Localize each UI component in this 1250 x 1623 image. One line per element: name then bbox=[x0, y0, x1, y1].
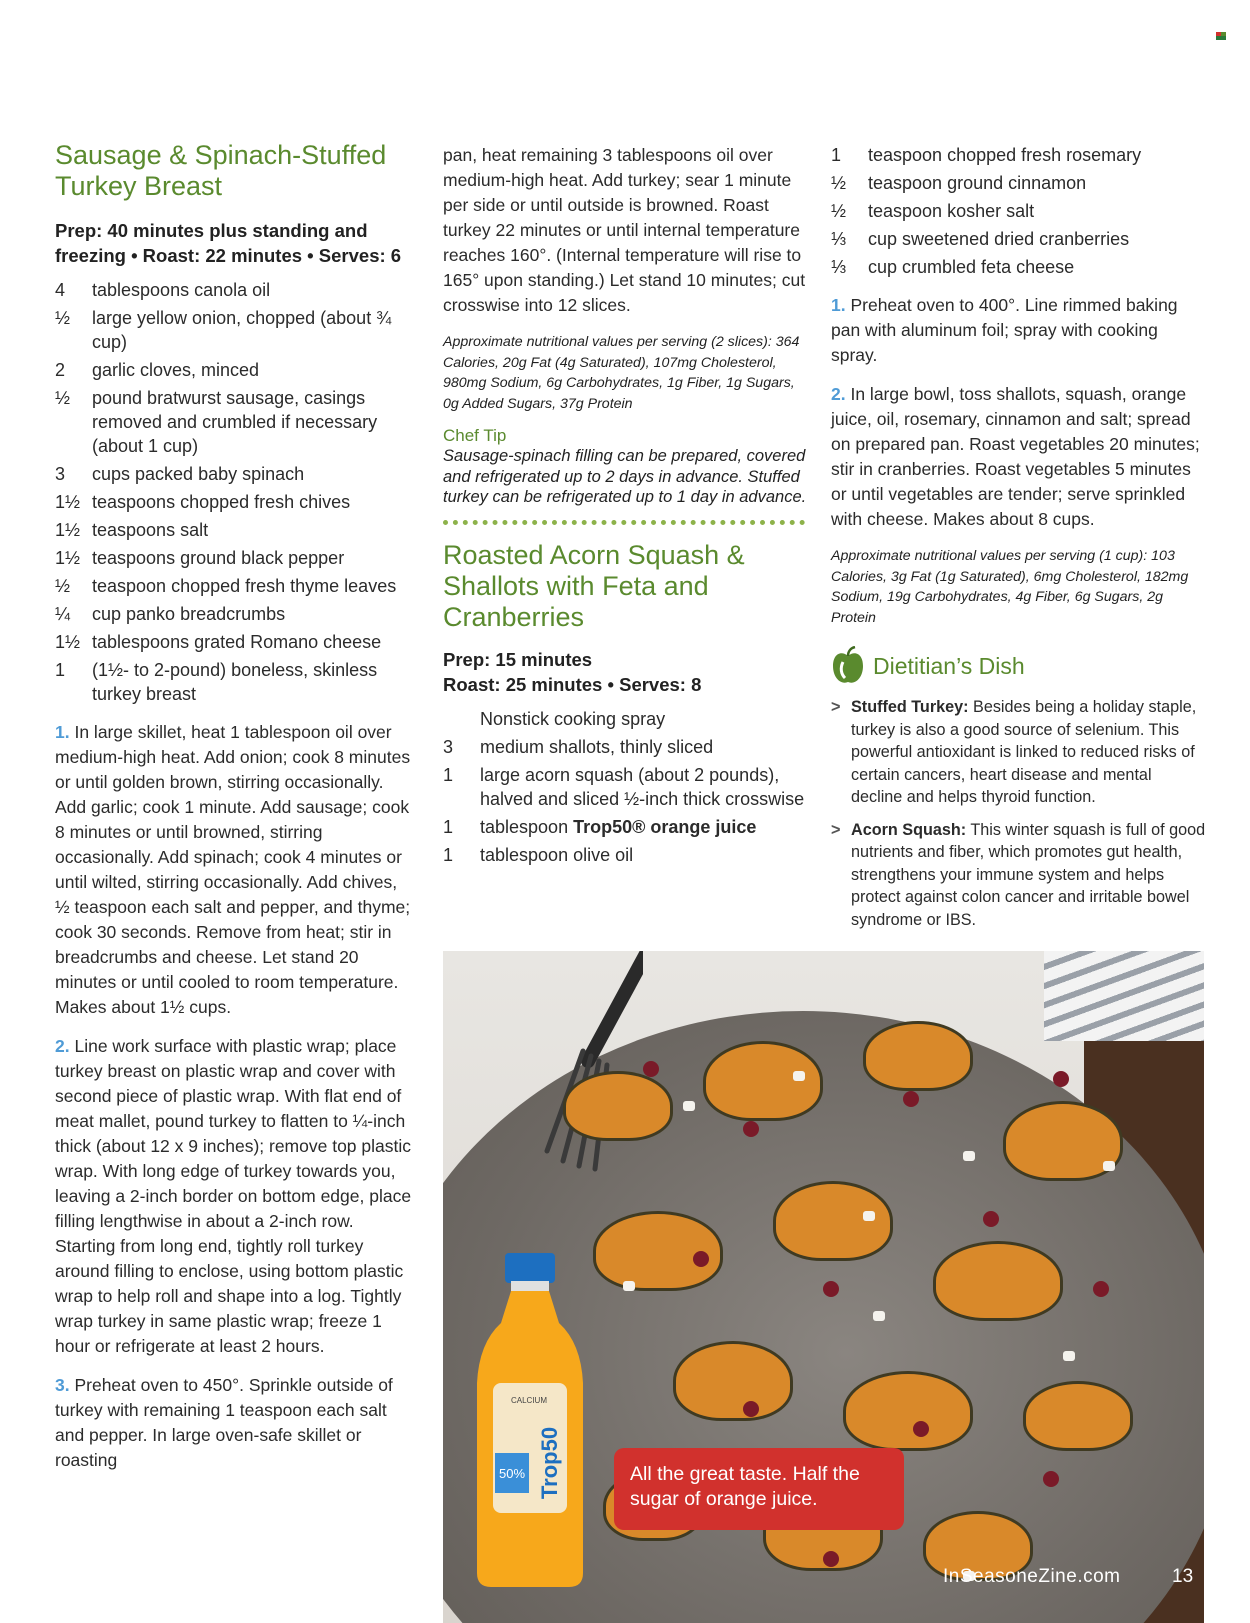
ingredient-row bbox=[831, 171, 1206, 195]
bottle-brand: Trop50 bbox=[537, 1426, 562, 1500]
instruction-step bbox=[55, 1034, 415, 1359]
ingredient-description: teaspoon chopped fresh thyme leaves bbox=[92, 576, 397, 596]
ingredient-row bbox=[55, 518, 415, 542]
ingredient-text bbox=[92, 462, 415, 486]
cranberry bbox=[1053, 1071, 1069, 1087]
ingredient-row bbox=[831, 227, 1206, 251]
step-number: 3. bbox=[55, 1375, 70, 1395]
ingredient-row bbox=[831, 255, 1206, 279]
ingredient-text bbox=[480, 815, 809, 839]
ingredient-text bbox=[92, 386, 415, 458]
feta-crumble bbox=[793, 1071, 805, 1081]
dietitian-list bbox=[831, 696, 1206, 931]
ingredient-text bbox=[92, 658, 415, 706]
squash-piece bbox=[773, 1181, 893, 1261]
ingredient-text bbox=[480, 763, 809, 811]
ingredient-text bbox=[480, 707, 809, 731]
middle-column bbox=[443, 143, 809, 871]
ingredient-text bbox=[92, 518, 415, 542]
step-number: 1. bbox=[55, 722, 70, 742]
cranberry bbox=[903, 1091, 919, 1107]
ingredient-text bbox=[868, 255, 1206, 279]
ingredient-description: medium shallots, thinly sliced bbox=[480, 736, 714, 757]
arrow-bullet-icon: > bbox=[831, 698, 841, 716]
ingredient-text bbox=[92, 306, 415, 354]
dietitian-title: Dietitian’s Dish bbox=[873, 652, 1025, 679]
cranberry bbox=[643, 1061, 659, 1077]
ingredient-description: teaspoon kosher salt bbox=[868, 201, 1035, 221]
recipe1-ingredients bbox=[55, 278, 415, 706]
instruction-step bbox=[55, 720, 415, 1020]
ingredient-quantity: 3 bbox=[55, 464, 66, 484]
ingredient-quantity: 4 bbox=[55, 280, 66, 300]
ingredient-text bbox=[92, 358, 415, 382]
ingredient-text bbox=[868, 227, 1206, 251]
step-text: In large skillet, heat 1 tablespoon oil over medium-high heat. Add onion; cook 8 minutes or until golden brown, stirring occasionally. Add garlic; cook 1 minute. Add sausage; cook 8 minutes or until browned, stirring occasionally. Add spinach; cook 4 minutes or until wilted, stirring occasionally. Add chives, ½ teaspoon each salt and pepper, and thyme; cook 30 seconds. Remove from heat; stir in breadcrumbs and cheese. Let stand 20 minutes or until cooled to room temperature. Makes about 1½ cups. bbox=[55, 722, 411, 1017]
chef-tip-body: Sausage-spinach filling can be prepared, covered and refrigerated up to 2 days in advance. Stuffed turkey can be refrigerated up to 1 day in advance. bbox=[443, 447, 807, 506]
ingredient-description: garlic cloves, minced bbox=[92, 360, 260, 380]
ingredient-description: tablespoons grated Romano cheese bbox=[92, 632, 382, 652]
instruction-step bbox=[831, 382, 1206, 532]
ingredient-row bbox=[55, 546, 415, 570]
ingredient-text bbox=[92, 630, 415, 654]
ingredient-quantity: ½ bbox=[831, 201, 847, 221]
ingredient-description: large acorn squash (about 2 pounds), halved and sliced ½-inch thick crosswise bbox=[480, 764, 805, 809]
step-text: In large bowl, toss shallots, squash, orange juice, oil, rosemary, cinnamon and salt; spread on prepared pan. Roast vegetables 20 minutes; stir in cranberries. Roast vegetables 5 minutes or until vegetables are tender; serve sprinkled with cheese. Makes about 8 cups. bbox=[831, 384, 1200, 529]
ingredient-quantity: ½ bbox=[831, 173, 847, 193]
ingredient-quantity: 1½ bbox=[55, 632, 81, 652]
ingredient-quantity: ¼ bbox=[55, 604, 71, 624]
ingredient-quantity: ½ bbox=[55, 388, 71, 408]
recipe2-nutrition: Approximate nutritional values per serving (1 cup): 103 Calories, 3g Fat (1g Saturated), 6mg Cholesterol, 182mg Sodium, 19g Carbohydrates, 4g Fiber, 6g Sugars, 2g Protein bbox=[831, 548, 1189, 626]
ingredient-quantity: ½ bbox=[55, 576, 71, 596]
recipe1-title: Sausage & Spinach-Stuffed Turkey Breast bbox=[55, 140, 387, 201]
feta-crumble bbox=[1063, 1351, 1075, 1361]
ingredient-quantity: ½ bbox=[55, 308, 71, 328]
step-text: Line work surface with plastic wrap; place turkey breast on plastic wrap and cover with second piece of plastic wrap. With flat end of meat mallet, pound turkey to flatten to ¼-inch thick (about 12 x 9 inches); remove top plastic wrap. With long edge of turkey towards you, leaving a 2-inch border on bottom edge, place filling lengthwise in about a 2-inch row. Starting from long end, tightly roll turkey around filling to enclose, using bottom plastic wrap to help roll and shape into a log. Tightly wrap turkey in same plastic wrap; freeze 1 hour or refrigerate at least 2 hours. bbox=[55, 1036, 412, 1356]
ingredient-row bbox=[55, 358, 415, 382]
ingredient-text bbox=[92, 278, 415, 302]
step-text: Preheat oven to 400°. Line rimmed baking pan with aluminum foil; spray with cooking spray. bbox=[831, 295, 1178, 365]
ingredient-description: (1½- to 2-pound) boneless, skinless turkey breast bbox=[92, 660, 378, 704]
cranberry bbox=[823, 1551, 839, 1567]
recipe2-steps bbox=[831, 293, 1206, 532]
dotted-divider bbox=[443, 520, 805, 526]
cranberry bbox=[743, 1121, 759, 1137]
feta-crumble bbox=[1103, 1161, 1115, 1171]
dietitian-item-text: Besides being a holiday staple, turkey is also a good source of selenium. This powerful antioxidant is linked to reduced risks of certain cancers, heart disease and mental decline and helps thyroid function. bbox=[851, 698, 1197, 806]
ingredient-quantity: 1 bbox=[831, 145, 842, 165]
ingredient-row bbox=[55, 386, 415, 458]
recipe1-nutrition: Approximate nutritional values per serving (2 slices): 364 Calories, 20g Fat (4g Saturated), 107mg Cholesterol, 980mg Sodium, 6g Carbohydrates, 1g Fiber, 1g Sugars, 0g Added Sugars, 37g Protein bbox=[443, 334, 800, 412]
step-number: 2. bbox=[831, 384, 846, 404]
ingredient-description: cup crumbled feta cheese bbox=[868, 257, 1075, 277]
squash-piece bbox=[1023, 1381, 1133, 1451]
dietitian-item-label: Stuffed Turkey: bbox=[851, 698, 969, 716]
ingredient-row bbox=[55, 462, 415, 486]
ingredient-description: cup panko breadcrumbs bbox=[92, 604, 286, 624]
step-number: 1. bbox=[831, 295, 846, 315]
page-number: 13 bbox=[1172, 1566, 1194, 1587]
ingredient-row bbox=[55, 658, 415, 706]
cranberry bbox=[823, 1281, 839, 1297]
cranberry bbox=[693, 1251, 709, 1267]
corner-logo-mark bbox=[1216, 32, 1226, 40]
ingredient-text bbox=[480, 735, 809, 759]
ingredient-text bbox=[868, 171, 1206, 195]
step-text: Preheat oven to 450°. Sprinkle outside of turkey with remaining 1 teaspoon each salt and pepper. In large oven-safe skillet or roasting bbox=[55, 1375, 393, 1470]
ingredient-quantity: 1½ bbox=[55, 520, 81, 540]
apple-icon bbox=[831, 646, 865, 686]
dietitian-item bbox=[831, 696, 1206, 809]
recipe2-ingredients bbox=[443, 707, 809, 867]
ingredient-quantity: ⅓ bbox=[831, 229, 847, 249]
dietitian-item-label: Acorn Squash: bbox=[851, 820, 967, 839]
ingredient-quantity: 1 bbox=[443, 764, 454, 785]
ingredient-quantity: 1 bbox=[55, 660, 66, 680]
recipe1-step3-continued: pan, heat remaining 3 tablespoons oil over medium-high heat. Add turkey; sear 1 minute per side or until outside is browned. Roast turkey 22 minutes or until internal temperature reaches 160°. (Internal temperature will rise to 165° upon standing.) Let stand 10 minutes; cut crosswise into 12 slices. bbox=[443, 145, 806, 315]
cranberry bbox=[983, 1211, 999, 1227]
ingredient-description: tablespoon olive oil bbox=[480, 844, 634, 865]
dietitian-header bbox=[831, 646, 1206, 686]
ingredient-description: teaspoons salt bbox=[92, 520, 209, 540]
ingredient-row bbox=[443, 763, 809, 811]
dietitian-item-text: This winter squash is full of good nutrients and fiber, which promotes gut health, strengthens your immune system and helps protect against colon cancer and irritable bowel syndrome or IBS. bbox=[851, 820, 1206, 929]
right-column bbox=[831, 143, 1206, 931]
instruction-step bbox=[831, 293, 1206, 368]
fork-icon bbox=[503, 951, 643, 1181]
footer-site-url[interactable]: InSeasoneZine.com bbox=[943, 1566, 1121, 1587]
ingredient-row bbox=[443, 735, 809, 759]
ingredient-description: teaspoons chopped fresh chives bbox=[92, 492, 351, 512]
ingredient-row bbox=[55, 630, 415, 654]
ingredient-text bbox=[92, 490, 415, 514]
bottle-percent: 50% bbox=[498, 1466, 526, 1481]
ingredient-text bbox=[92, 546, 415, 570]
ingredient-text bbox=[480, 843, 809, 867]
ingredient-text bbox=[868, 143, 1206, 167]
ingredient-description: teaspoons ground black pepper bbox=[92, 548, 345, 568]
ingredient-description: teaspoon ground cinnamon bbox=[868, 173, 1087, 193]
ingredient-quantity: ⅓ bbox=[831, 257, 847, 277]
ingredient-row bbox=[443, 707, 809, 731]
ingredient-text bbox=[92, 602, 415, 626]
ingredient-description: tablespoons canola oil bbox=[92, 280, 271, 300]
arrow-bullet-icon: > bbox=[831, 820, 841, 839]
ingredient-quantity: 2 bbox=[55, 360, 66, 380]
dietitian-item-body bbox=[851, 696, 1206, 809]
ingredient-quantity: 3 bbox=[443, 736, 454, 757]
cranberry bbox=[1043, 1471, 1059, 1487]
ingredient-text bbox=[92, 574, 415, 598]
ingredient-row bbox=[55, 574, 415, 598]
cranberry bbox=[1093, 1281, 1109, 1297]
squash-piece bbox=[563, 1071, 673, 1141]
dietitian-item bbox=[831, 819, 1206, 932]
recipe1-steps bbox=[55, 720, 415, 1473]
instruction-step bbox=[55, 1373, 415, 1473]
ingredient-description: teaspoon chopped fresh rosemary bbox=[868, 145, 1142, 165]
ingredient-row bbox=[443, 843, 809, 867]
ingredient-description: tablespoon bbox=[480, 816, 574, 837]
recipe1-prep: Prep: 40 minutes plus standing and freezing • Roast: 22 minutes • Serves: 6 bbox=[55, 220, 402, 266]
bottle-calcium-label: CALCIUM bbox=[510, 1396, 548, 1405]
squash-piece bbox=[843, 1371, 973, 1451]
feta-crumble bbox=[683, 1101, 695, 1111]
striped-cloth bbox=[1044, 951, 1204, 1041]
ingredient-description: cup sweetened dried cranberries bbox=[868, 229, 1130, 249]
ingredient-product-name: Trop50® orange juice bbox=[573, 816, 757, 837]
ingredient-row bbox=[831, 143, 1206, 167]
ingredient-description: cups packed baby spinach bbox=[92, 464, 305, 484]
squash-piece bbox=[673, 1341, 793, 1421]
dietitian-item-body bbox=[851, 819, 1206, 932]
recipe2-prep-line2: Roast: 25 minutes • Serves: 8 bbox=[443, 673, 702, 695]
ingredient-row bbox=[55, 490, 415, 514]
ingredient-quantity: 1½ bbox=[55, 548, 81, 568]
recipe2-ingredients-continued bbox=[831, 143, 1206, 279]
ingredient-description: Nonstick cooking spray bbox=[480, 708, 666, 729]
ingredient-description: large yellow onion, chopped (about ¾ cup) bbox=[92, 308, 392, 352]
ingredient-row bbox=[55, 278, 415, 302]
recipe2-title: Roasted Acorn Squash & Shallots with Feta and Cranberries bbox=[443, 539, 745, 632]
promo-banner: All the great taste. Half the sugar of orange juice. bbox=[614, 1448, 904, 1530]
ingredient-quantity: 1½ bbox=[55, 492, 81, 512]
squash-piece bbox=[933, 1241, 1063, 1321]
ingredient-text bbox=[868, 199, 1206, 223]
recipe2-prep-line1: Prep: 15 minutes bbox=[443, 648, 593, 670]
ingredient-row bbox=[443, 815, 809, 839]
ingredient-row bbox=[831, 199, 1206, 223]
squash-piece bbox=[863, 1021, 973, 1091]
feta-crumble bbox=[873, 1311, 885, 1321]
squash-piece bbox=[703, 1041, 823, 1121]
ingredient-quantity: 1 bbox=[443, 816, 454, 837]
cranberry bbox=[743, 1401, 759, 1417]
orange-juice-bottle bbox=[471, 1253, 589, 1588]
chef-tip-title: Chef Tip bbox=[443, 426, 507, 445]
ingredient-quantity: 1 bbox=[443, 844, 454, 865]
ingredient-quantity bbox=[443, 707, 480, 731]
cranberry bbox=[913, 1421, 929, 1437]
feta-crumble bbox=[963, 1151, 975, 1161]
ingredient-row bbox=[55, 306, 415, 354]
ingredient-row bbox=[55, 602, 415, 626]
ingredient-description: pound bratwurst sausage, casings removed and crumbled if necessary (about 1 cup) bbox=[92, 388, 378, 456]
recipe1-column bbox=[55, 140, 415, 1473]
feta-crumble bbox=[863, 1211, 875, 1221]
feta-crumble bbox=[623, 1281, 635, 1291]
step-number: 2. bbox=[55, 1036, 70, 1056]
